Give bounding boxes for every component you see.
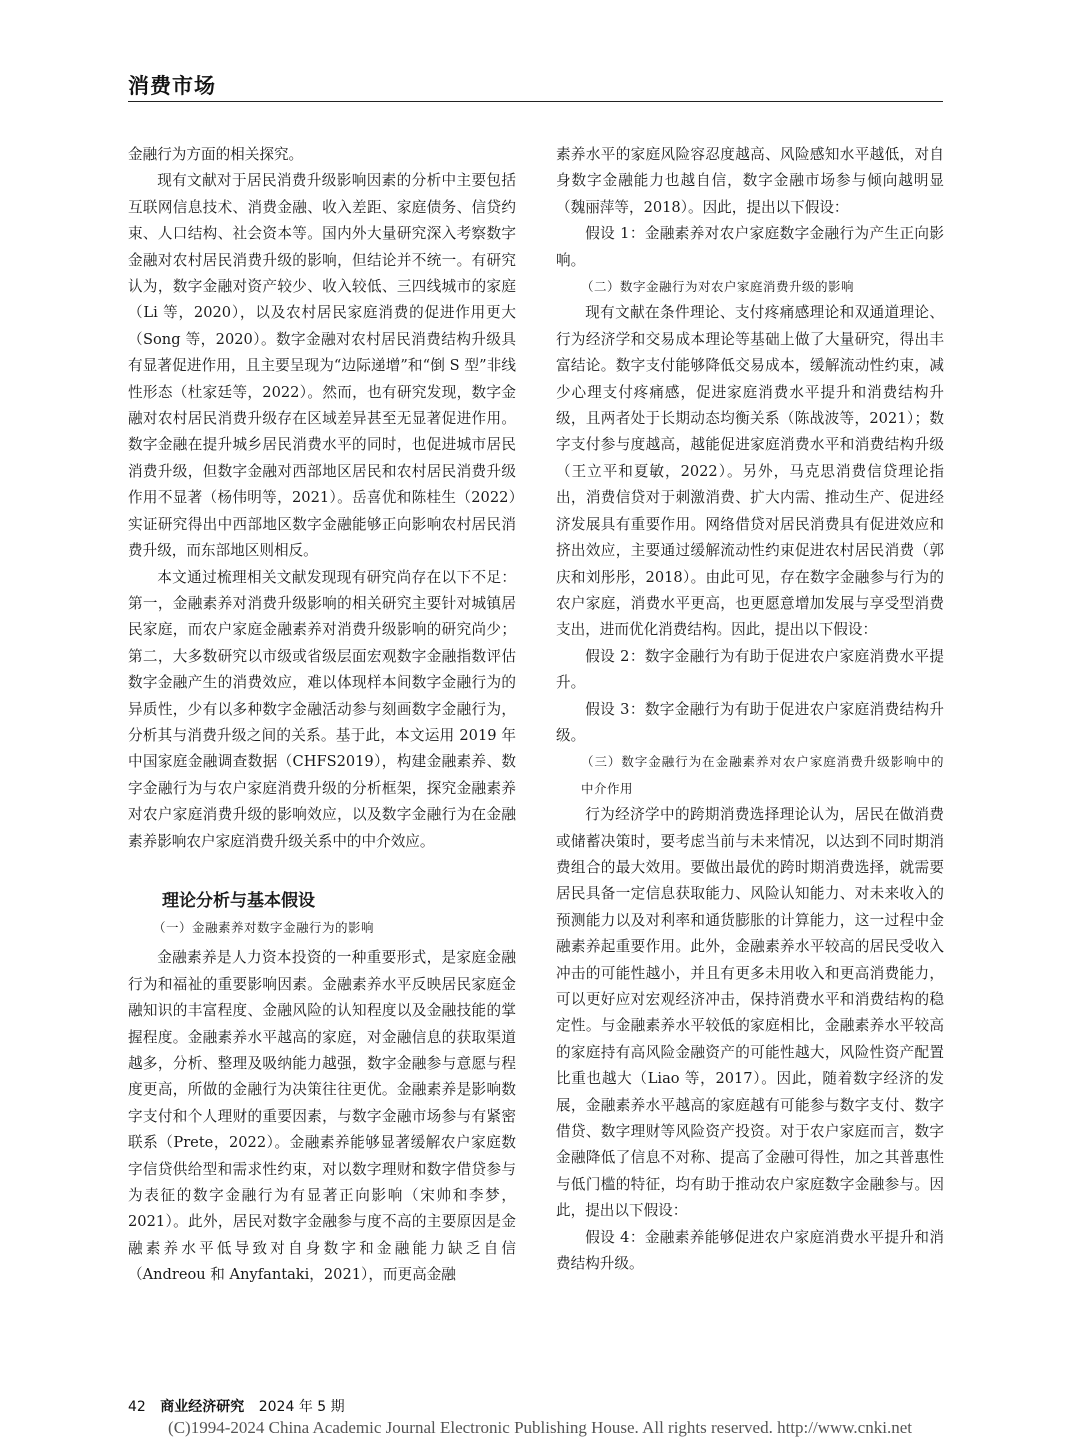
left-column (128, 142, 516, 1289)
page-number: 42 (128, 1399, 146, 1415)
body-paragraph: 本文通过梳理相关文献发现现有研究尚存在以下不足：第一，金融素养对消费升级影响的相关研究主要针对城镇居民家庭，而农户家庭金融素养对消费升级影响的研究尚少；第二，大多数研究以市级或省级层面宏观数字金融指数评估数字金融产生的消费效应，难以体现样本间数字金融行为的异质性，少有以多种数字金融活动参与刻画数字金融行为，分析其与消费升级之间的关系。基于此，本文运用 2019 年中国家庭金融调查数据（CHFS2019），构建金融素养、数字金融行为与农户家庭消费升级的分析框架，探究金融素养对农户家庭消费升级的影响效应，以及数字金融行为在金融素养影响农户家庭消费升级关系中的中介效应。 (128, 568, 516, 850)
body-paragraph: 金融行为方面的相关探究。 (128, 146, 304, 163)
section-title: 理论分析与基本假设 (162, 890, 315, 911)
body-paragraph: 现有文献在条件理论、支付疼痛感理论和双通道理论、行为经济学和交易成本理论等基础上做了大量研究，得出丰富结论。数字支付能够降低交易成本，缓解流动性约束，减少心理支付疼痛感，促进家庭消费水平提升和消费结构升级，且两者处于长期动态均衡关系（陈战波等，2021）；数字支付参与度越高，越能促进家庭消费水平和消费结构升级（王立平和夏敏，2022）。另外，马克思消费信贷理论指出，消费信贷对于刺激消费、扩大内需、推动生产、促进经济发展具有重要作用。网络借贷对居民消费具有促进效应和挤出效应，主要通过缓解流动性约束促进农村居民消费（郭庆和刘彤彤，2018）。由此可见，存在数字金融参与行为的农户家庭，消费水平更高，也更愿意增加发展与享受型消费支出，进而优化消费结构。因此，提出以下假设： (556, 304, 944, 639)
hypothesis-2: 假设 2：数字金融行为有助于促进农户家庭消费水平提升。 (556, 647, 944, 692)
subheading: （二）数字金融行为对农户家庭消费升级的影响 (581, 279, 855, 295)
hypothesis-3: 假设 3：数字金融行为有助于促进农户家庭消费结构升级。 (556, 700, 944, 744)
page-footer (128, 1396, 345, 1416)
body-paragraph: 行为经济学中的跨期消费选择理论认为，居民在做消费或储蓄决策时，要考虑当前与未来情况，以达到不同时期消费组合的最大效用。要做出最优的跨时期消费选择，就需要居民具备一定信息获取能力、风险认知能力、对未来收入的预测能力以及对利率和通货膨胀的计算能力，这一过程中金融素养起重要作用。此外，金融素养水平较高的居民受收入冲击的可能性越小，并且有更多未用收入和更高消费能力，可以更好应对宏观经济冲击，保持消费水平和消费结构的稳定性。与金融素养水平较低的家庭相比，金融素养水平较高的家庭持有高风险金融资产的可能性越大，风险性资产配置比重也越大（Liao 等，2017）。因此，随着数字经济的发展，金融素养水平越高的家庭越有可能参与数字支付、数字借贷、数字理财等风险资产投资。对于农户家庭而言，数字金融降低了信息不对称、提高了金融可得性，加之其普惠性与低门槛的特征，均有助于推动农户家庭数字金融参与。因此，提出以下假设： (556, 806, 944, 1220)
body-paragraph: 现有文献对于居民消费升级影响因素的分析中主要包括互联网信息技术、消费金融、收入差距、家庭债务、信贷约束、人口结构、社会资本等。国内外大量研究深入考察数字金融对农村居民消费升级的影响，但结论并不统一。有研究认为，数字金融对资产较少、收入较低、三四线城市的家庭（Li 等，2020），以及农村居民家庭消费的促进作用更大（Song 等，2020）。数字金融对农村居民消费结构升级具有显著促进作用，且主要呈现为“边际递增”和“倒 S 型”非线性形态（杜家廷等，2022）。然而，也有研究发现，数字金融对农村居民消费升级存在区域差异甚至无显著促进作用。数字金融在提升城乡居民消费水平的同时，也促进城市居民消费升级，但数字金融对西部地区居民和农村居民消费升级作用不显著（杨伟明等，2021）。岳喜优和陈桂生（2022）实证研究得出中西部地区数字金融能够正向影响农村居民消费升级，而东部地区则相反。 (128, 172, 516, 560)
section-header: 消费市场 (128, 74, 216, 98)
hypothesis-1: 假设 1：金融素养对农户家庭数字金融行为产生正向影响。 (556, 225, 944, 269)
body-paragraph: 素养水平的家庭风险容忍度越高、风险感知水平越低，对自身数字金融能力也越自信，数字金融市场参与倾向越明显（魏丽萍等，2018）。因此，提出以下假设： (556, 146, 944, 216)
copyright-notice: (C)1994-2024 China Academic Journal Electronic Publishing House. All rights reserved. http://www.cnki.net (168, 1418, 912, 1437)
hypothesis-4: 假设 4：金融素养能够促进农户家庭消费水平提升和消费结构升级。 (556, 1228, 944, 1273)
subheading: （三）数字金融行为在金融素养对农户家庭消费升级影响中的中介作用 (581, 754, 944, 796)
issue-label: 2024 年 5 期 (258, 1399, 345, 1415)
right-column (556, 142, 944, 1277)
body-paragraph: 金融素养是人力资本投资的一种重要形式，是家庭金融行为和福祉的重要影响因素。金融素养水平反映居民家庭金融知识的丰富程度、金融风险的认知程度以及金融技能的掌握程度。金融素养水平越高的家庭，对金融信息的获取渠道越多，分析、整理及吸纳能力越强，数字金融参与意愿与程度更高，所做的金融行为决策往往更优。金融素养是影响数字支付和个人理财的重要因素，与数字金融市场参与有紧密联系（Prete，2022）。金融素养能够显著缓解农户家庭数字信贷供给型和需求性约束，对以数字理财和数字借贷参与为表征的数字金融行为有显著正向影响（宋帅和李梦，2021）。此外，居民对数字金融参与度不高的主要原因是金融素养水平低导致对自身数字和金融能力缺乏自信（Andreou 和 Anyfantaki，2021），而更高金融 (128, 949, 516, 1284)
header-rule (128, 101, 943, 102)
subheading: （一）金融素养对数字金融行为的影响 (153, 919, 375, 935)
journal-name: 商业经济研究 (160, 1399, 245, 1415)
